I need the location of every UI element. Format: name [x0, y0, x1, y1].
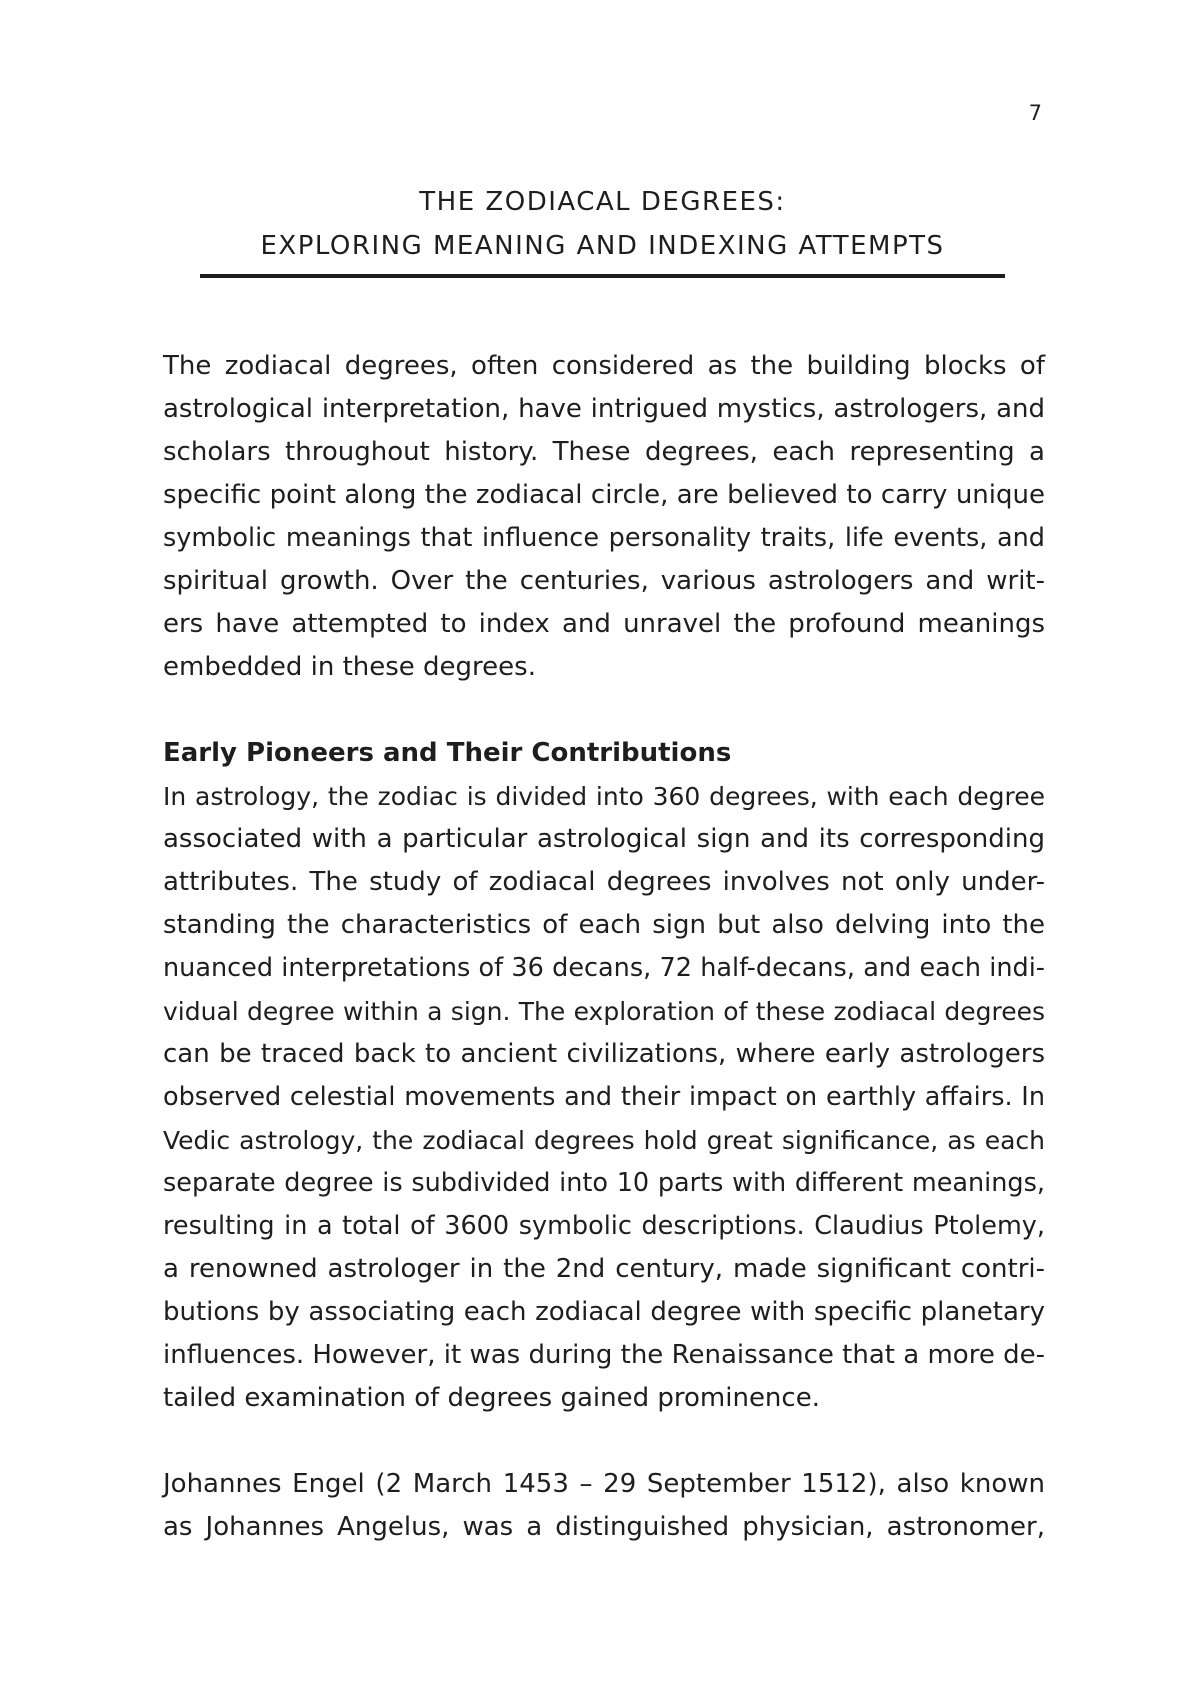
text-line: vidual degree within a sign. The exploration of these zodiacal degrees — [163, 997, 1045, 1026]
section-paragraph — [163, 775, 1045, 1420]
body-text — [163, 345, 1045, 1549]
section-heading: Early Pioneers and Their Contributions — [163, 738, 732, 768]
text-line: can be traced back to ancient civilizations, where early astrologers — [163, 1039, 1045, 1069]
text-line: ers have attempted to index and unravel the profound meanings — [163, 609, 1045, 639]
title-underline — [200, 274, 1005, 278]
text-line: butions by associating each zodiacal degree with specific planetary — [163, 1297, 1045, 1327]
text-line: Vedic astrology, the zodiacal degrees hold great significance, as each — [163, 1126, 1045, 1155]
text-line: attributes. The study of zodiacal degrees involves not only under- — [163, 867, 1045, 897]
paragraph-gap — [163, 1420, 1045, 1463]
text-line: The zodiacal degrees, often considered as the building blocks of — [163, 351, 1045, 381]
text-line: specific point along the zodiacal circle, are believed to carry unique — [163, 480, 1045, 510]
intro-paragraph — [163, 345, 1045, 689]
text-line: resulting in a total of 3600 symbolic descriptions. Claudius Ptolemy, — [163, 1211, 1045, 1241]
text-line: a renowned astrologer in the 2nd century, made significant contri- — [163, 1254, 1045, 1284]
text-line: standing the characteristics of each sign but also delving into the — [163, 910, 1045, 940]
text-line: In astrology, the zodiac is divided into 360 degrees, with each degree — [163, 782, 1045, 811]
text-line: Johannes Engel (2 March 1453 – 29 September 1512), also known — [163, 1469, 1045, 1499]
text-line: associated with a particular astrological sign and its corresponding — [163, 824, 1045, 854]
text-line: symbolic meanings that influence personality traits, life events, and — [163, 523, 1045, 553]
title-line-1: THE ZODIACAL DEGREES: — [419, 187, 786, 217]
text-line: astrological interpretation, have intrigued mystics, astrologers, and — [163, 394, 1045, 424]
text-line: observed celestial movements and their impact on earthly affairs. In — [163, 1082, 1045, 1112]
text-line: spiritual growth. Over the centuries, various astrologers and writ- — [163, 566, 1045, 596]
text-line: nuanced interpretations of 36 decans, 72 half-decans, and each indi- — [163, 953, 1045, 983]
text-line: scholars throughout history. These degrees, each representing a — [163, 437, 1045, 467]
text-line: tailed examination of degrees gained prominence. — [163, 1383, 820, 1413]
text-line: influences. However, it was during the Renaissance that a more de- — [163, 1340, 1045, 1370]
text-line: separate degree is subdivided into 10 parts with different meanings, — [163, 1168, 1045, 1198]
title-line-2: EXPLORING MEANING AND INDEXING ATTEMPTS — [260, 231, 945, 261]
text-line: embedded in these degrees. — [163, 652, 536, 682]
chapter-title — [200, 180, 1005, 278]
text-line: as Johannes Angelus, was a distinguished physician, astronomer, — [163, 1512, 1045, 1542]
page-number: 7 — [1028, 101, 1042, 125]
final-paragraph — [163, 1463, 1045, 1549]
paragraph-gap — [163, 689, 1045, 732]
